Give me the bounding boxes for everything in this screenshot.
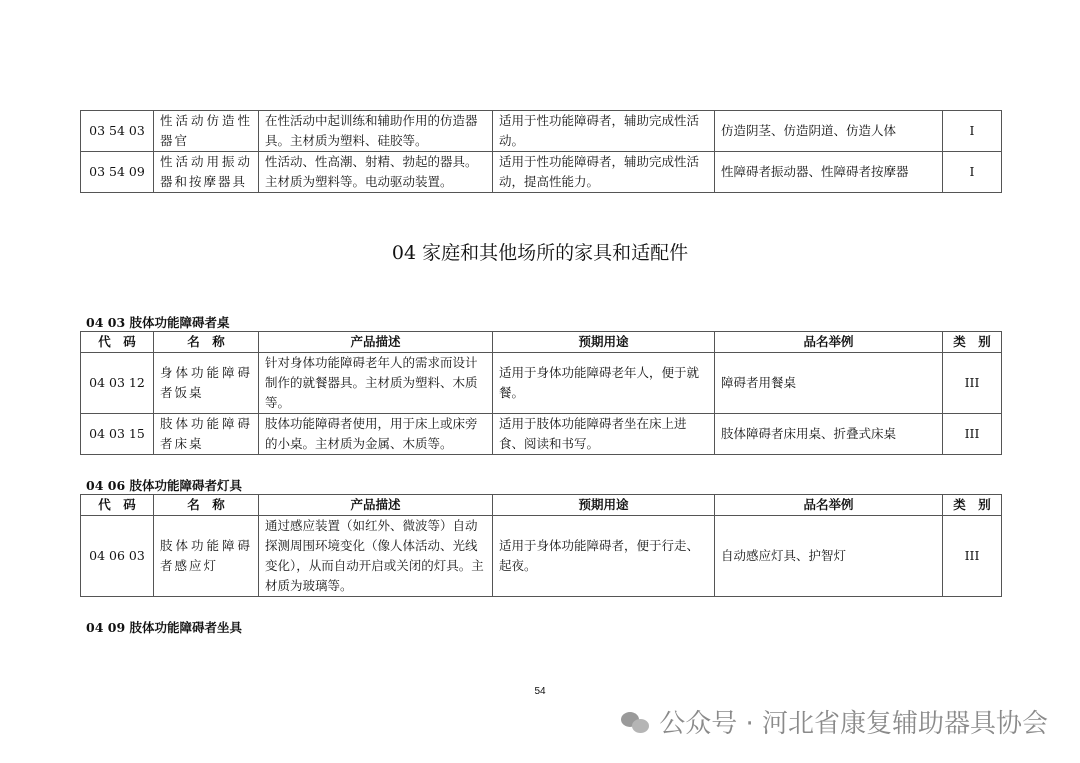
cell-intended-use: 适用于身体功能障碍老年人，便于就餐。	[493, 353, 715, 414]
cell-description: 在性活动中起训练和辅助作用的仿造器具。主材质为塑料、硅胶等。	[259, 111, 493, 152]
cell-name: 性活动用振动器和按摩器具	[154, 152, 259, 193]
cell-category: III	[943, 414, 1002, 455]
cell-code: 04 03 15	[81, 414, 154, 455]
cell-category: III	[943, 516, 1002, 597]
header-examples: 品名举例	[715, 332, 943, 353]
cell-code: 03 54 03	[81, 111, 154, 152]
cell-examples: 肢体障碍者床用桌、折叠式床桌	[715, 414, 943, 455]
header-category: 类 别	[943, 332, 1002, 353]
cell-intended-use: 适用于肢体功能障碍者坐在床上进食、阅读和书写。	[493, 414, 715, 455]
cell-description: 性活动、性高潮、射精、勃起的器具。主材质为塑料等。电动驱动装置。	[259, 152, 493, 193]
header-code: 代 码	[81, 495, 154, 516]
cell-code: 04 03 12	[81, 353, 154, 414]
cell-intended-use: 适用于性功能障碍者，辅助完成性活动。	[493, 111, 715, 152]
table-row	[81, 111, 1002, 152]
header-name: 名 称	[154, 495, 259, 516]
header-code: 代 码	[81, 332, 154, 353]
wechat-icon	[621, 710, 651, 734]
cell-intended-use: 适用于性功能障碍者，辅助完成性活动，提高性能力。	[493, 152, 715, 193]
header-intended-use: 预期用途	[493, 332, 715, 353]
table-header	[81, 332, 1002, 353]
cell-examples: 仿造阴茎、仿造阴道、仿造人体	[715, 111, 943, 152]
cell-name: 肢体功能障碍者感应灯	[154, 516, 259, 597]
cell-name: 身体功能障碍者饭桌	[154, 353, 259, 414]
table-header	[81, 495, 1002, 516]
table-row	[81, 516, 1002, 597]
table-lamps	[80, 494, 1002, 597]
cell-examples: 性障碍者振动器、性障碍者按摩器	[715, 152, 943, 193]
header-description: 产品描述	[259, 332, 493, 353]
cell-description: 通过感应装置（如红外、微波等）自动探测周围环境变化（像人体活动、光线变化），从而自动开启或关闭的灯具。主材质为玻璃等。	[259, 516, 493, 597]
section-heading-0403: 04 03 肢体功能障碍者桌	[86, 315, 230, 330]
cell-code: 03 54 09	[81, 152, 154, 193]
cell-name: 肢体功能障碍者床桌	[154, 414, 259, 455]
cell-examples: 自动感应灯具、护智灯	[715, 516, 943, 597]
cell-category: I	[943, 111, 1002, 152]
table-row	[81, 414, 1002, 455]
chapter-title: 04 家庭和其他场所的家具和适配件	[391, 242, 689, 264]
watermark	[621, 703, 1048, 740]
section-heading-0406: 04 06 肢体功能障碍者灯具	[86, 478, 242, 493]
table-tables	[80, 331, 1002, 455]
page-number: 54	[534, 686, 546, 697]
cell-category: I	[943, 152, 1002, 193]
header-examples: 品名举例	[715, 495, 943, 516]
header-intended-use: 预期用途	[493, 495, 715, 516]
cell-description: 肢体功能障碍者使用，用于床上或床旁的小桌。主材质为金属、木质等。	[259, 414, 493, 455]
cell-code: 04 06 03	[81, 516, 154, 597]
section-heading-0409: 04 09 肢体功能障碍者坐具	[86, 620, 242, 635]
table-row	[81, 152, 1002, 193]
header-name: 名 称	[154, 332, 259, 353]
table-sexual-aids	[80, 110, 1002, 193]
table-row	[81, 353, 1002, 414]
header-category: 类 别	[943, 495, 1002, 516]
header-description: 产品描述	[259, 495, 493, 516]
cell-category: III	[943, 353, 1002, 414]
watermark-text: 公众号 · 河北省康复辅助器具协会	[659, 709, 1048, 739]
cell-name: 性活动仿造性器官	[154, 111, 259, 152]
cell-examples: 障碍者用餐桌	[715, 353, 943, 414]
cell-description: 针对身体功能障碍老年人的需求而设计制作的就餐器具。主材质为塑料、木质等。	[259, 353, 493, 414]
cell-intended-use: 适用于身体功能障碍者，便于行走、起夜。	[493, 516, 715, 597]
